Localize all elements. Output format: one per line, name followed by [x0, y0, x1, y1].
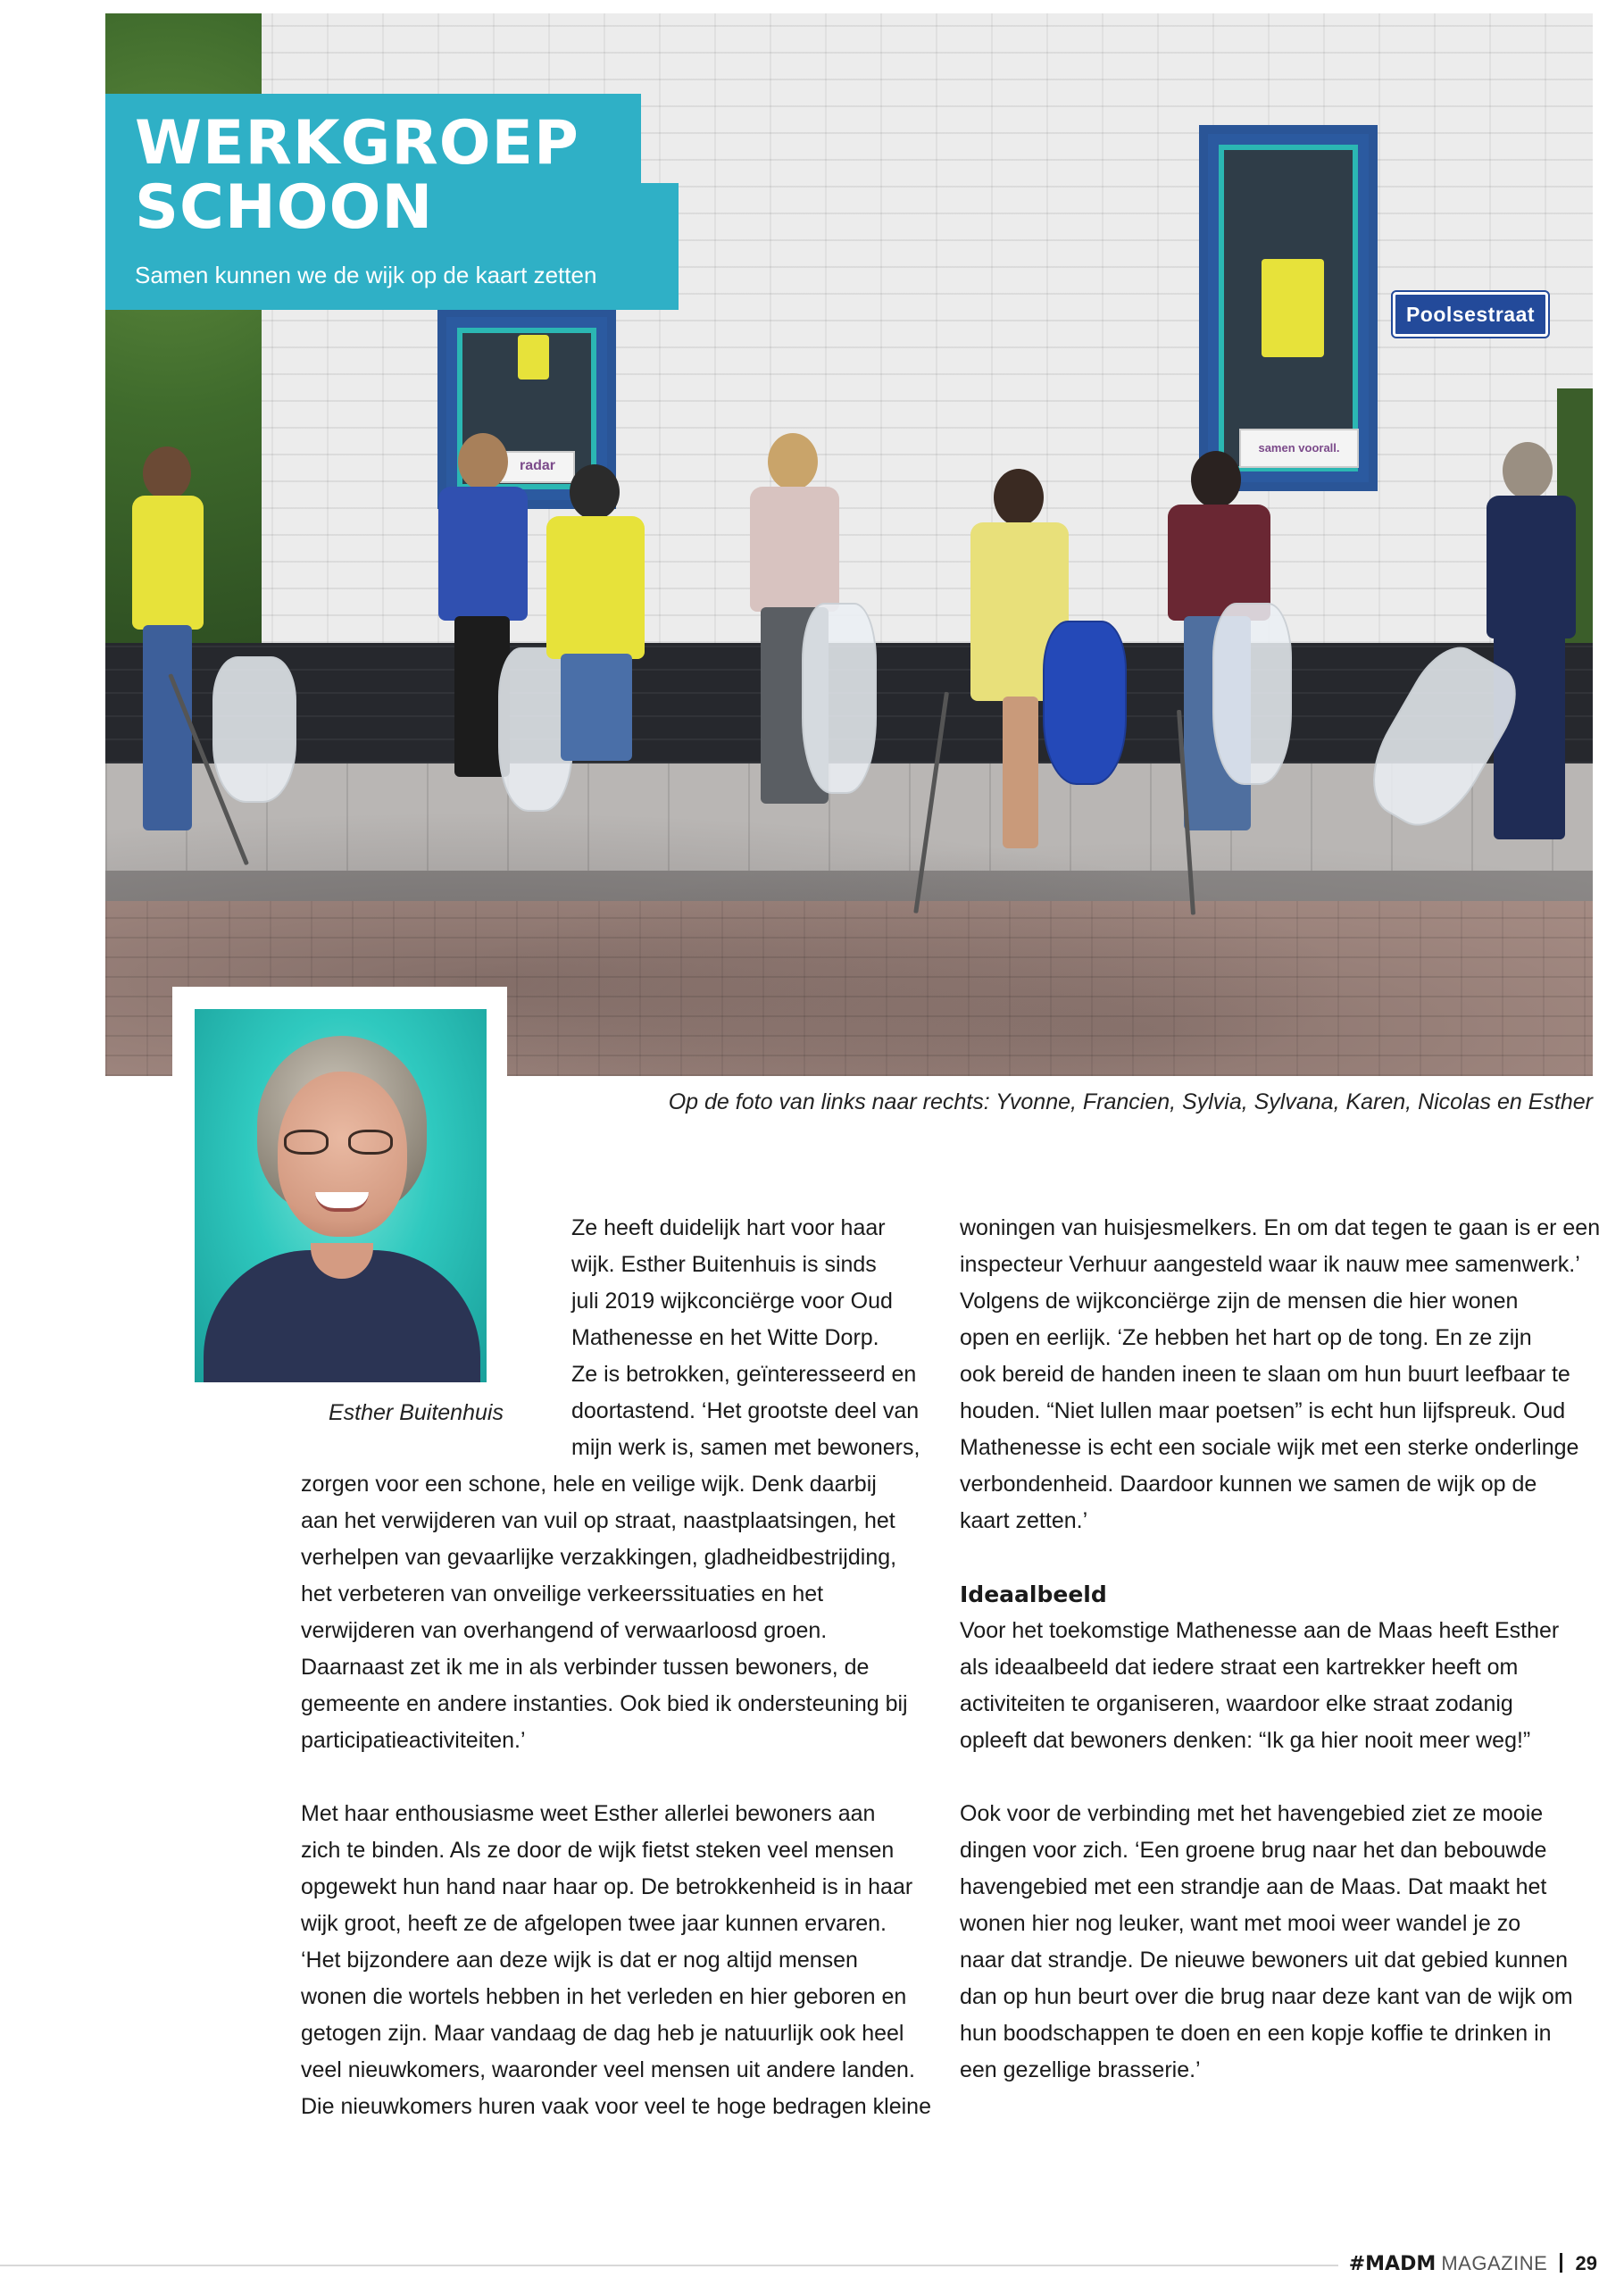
text-line: inspecteur Verhuur aangesteld waar ik nauw mee samenwerk.’: [960, 1252, 1580, 1277]
article-subtitle: Samen kunnen we de wijk op de kaart zetten: [135, 262, 597, 288]
text-line: zich te binden. Als ze door de wijk fietst steken veel mensen: [301, 1838, 895, 1863]
subhead-ideaalbeeld: Ideaalbeeld: [960, 1581, 1107, 1607]
text-line: doortastend. ‘Het grootste deel van: [571, 1398, 920, 1423]
text-line: verwijderen van overhangend of verwaarloosd groen.: [301, 1618, 828, 1643]
text-line: ook bereid de handen ineen te slaan om hun buurt leefbaar te: [960, 1362, 1570, 1387]
footer-brand: #MADM: [1348, 2253, 1437, 2275]
text-line: Met haar enthousiasme weet Esther allerlei bewoners aan: [301, 1801, 876, 1826]
street-sign: Poolsestraat: [1393, 292, 1548, 337]
text-line: Ook voor de verbinding met het havengebied ziet ze mooie: [960, 1801, 1544, 1826]
trash-bag: [1212, 603, 1292, 785]
trash-bag: [802, 603, 877, 794]
text-line: als ideaalbeeld dat iedere straat een kartrekker heeft om: [960, 1655, 1519, 1680]
text-line: verhelpen van gevaarlijke verzakkingen, gladheidbestrijding,: [301, 1545, 897, 1570]
text-line: Volgens de wijkconciërge zijn de mensen die hier wonen: [960, 1289, 1519, 1314]
text-line: Ze heeft duidelijk hart voor haar: [571, 1215, 886, 1240]
text-line: zorgen voor een schone, hele en veilige wijk. Denk daarbij: [301, 1472, 877, 1497]
text-line: participatieactiviteiten.’: [301, 1728, 526, 1753]
text-line: hun boodschappen te doen en een kopje koffie te drinken in: [960, 2021, 1552, 2046]
text-line: mijn werk is, samen met bewoners,: [571, 1435, 920, 1460]
text-line: Mathenesse en het Witte Dorp.: [571, 1325, 879, 1350]
portrait-caption: Esther Buitenhuis: [329, 1400, 504, 1425]
text-line: activiteiten te organiseren, waardoor elke straat zodanig: [960, 1691, 1513, 1716]
text-line: Voor het toekomstige Mathenesse aan de Maas heeft Esther: [960, 1618, 1560, 1643]
text-line: Die nieuwkomers huren vaak voor veel te hoge bedragen kleine: [301, 2094, 931, 2119]
glasses: [284, 1130, 400, 1156]
text-line: dan op hun beurt over die brug naar deze kant van de wijk om: [960, 1984, 1573, 2009]
text-line: getogen zijn. Maar vandaag de dag heb je natuurlijk ook heel: [301, 2021, 904, 2046]
footer-magazine: MAGAZINE: [1441, 2252, 1548, 2274]
portrait-frame: [172, 987, 507, 1397]
trash-bag-blue: [1043, 621, 1127, 785]
photo-caption: Op de foto van links naar rechts: Yvonne, Francien, Sylvia, Sylvana, Karen, Nicolas en Esther: [668, 1089, 1593, 1114]
text-line: opleeft dat bewoners denken: “Ik ga hier nooit meer weg!”: [960, 1728, 1531, 1753]
title-line-2: SCHOON: [135, 172, 434, 243]
text-line: wijk groot, heeft ze de afgelopen twee jaar kunnen ervaren.: [301, 1911, 887, 1936]
page-number: 29: [1575, 2252, 1597, 2274]
article-title: [135, 108, 579, 243]
text-line: Mathenesse is echt een sociale wijk met een sterke onderlinge: [960, 1435, 1579, 1460]
text-line: opgewekt hun hand naar haar op. De betrokkenheid is in haar: [301, 1874, 913, 1899]
text-line: verbondenheid. Daardoor kunnen we samen de wijk op de: [960, 1472, 1537, 1497]
text-line: wonen hier nog leuker, want met mooi weer wandel je zo: [960, 1911, 1521, 1936]
text-line: houden. “Niet lullen maar poetsen” is echt hun lijfspreuk. Oud: [960, 1398, 1566, 1423]
text-line: Daarnaast zet ik me in als verbinder tussen bewoners, de: [301, 1655, 870, 1680]
text-line: wijk. Esther Buitenhuis is sinds: [571, 1252, 877, 1277]
window-sign-left: radar: [500, 451, 575, 483]
text-line: veel nieuwkomers, waaronder veel mensen uit andere landen.: [301, 2057, 915, 2082]
trash-bag: [212, 656, 296, 803]
text-line: kaart zetten.’: [960, 1508, 1088, 1533]
text-line: wonen die wortels hebben in het verleden en hier geboren en: [301, 1984, 907, 2009]
text-line: ‘Het bijzondere aan deze wijk is dat er nog altijd mensen: [301, 1948, 858, 1973]
title-box: [105, 94, 641, 310]
footer-rule: [0, 2265, 1553, 2266]
title-line-1: WERKGROEP: [135, 108, 579, 179]
text-line: naar dat strandje. De nieuwe bewoners uit dat gebied kunnen: [960, 1948, 1569, 1973]
footer-separator: [1560, 2253, 1562, 2273]
text-line: juli 2019 wijkconciërge voor Oud: [571, 1289, 893, 1314]
text-line: open en eerlijk. ‘Ze hebben het hart op de tong. En ze zijn: [960, 1325, 1532, 1350]
text-line: aan het verwijderen van vuil op straat, naastplaatsingen, het: [301, 1508, 895, 1533]
text-line: een gezellige brasserie.’: [960, 2057, 1201, 2082]
window-sign-right: samen voorall.: [1239, 429, 1359, 468]
text-line: Ze is betrokken, geïnteresseerd en: [571, 1362, 917, 1387]
text-line: dingen voor zich. ‘Een groene brug naar het dan bebouwde: [960, 1838, 1547, 1863]
window-right: [1199, 125, 1378, 491]
portrait-photo: [195, 1009, 487, 1382]
text-line: woningen van huisjesmelkers. En om dat tegen te gaan is er een: [960, 1215, 1601, 1240]
text-line: gemeente en andere instanties. Ook bied ik ondersteuning bij: [301, 1691, 908, 1716]
text-line: het verbeteren van onveilige verkeerssituaties en het: [301, 1581, 824, 1606]
page-footer: [1338, 2252, 1597, 2275]
text-line: havengebied met een strandje aan de Maas. Dat maakt het: [960, 1874, 1547, 1899]
